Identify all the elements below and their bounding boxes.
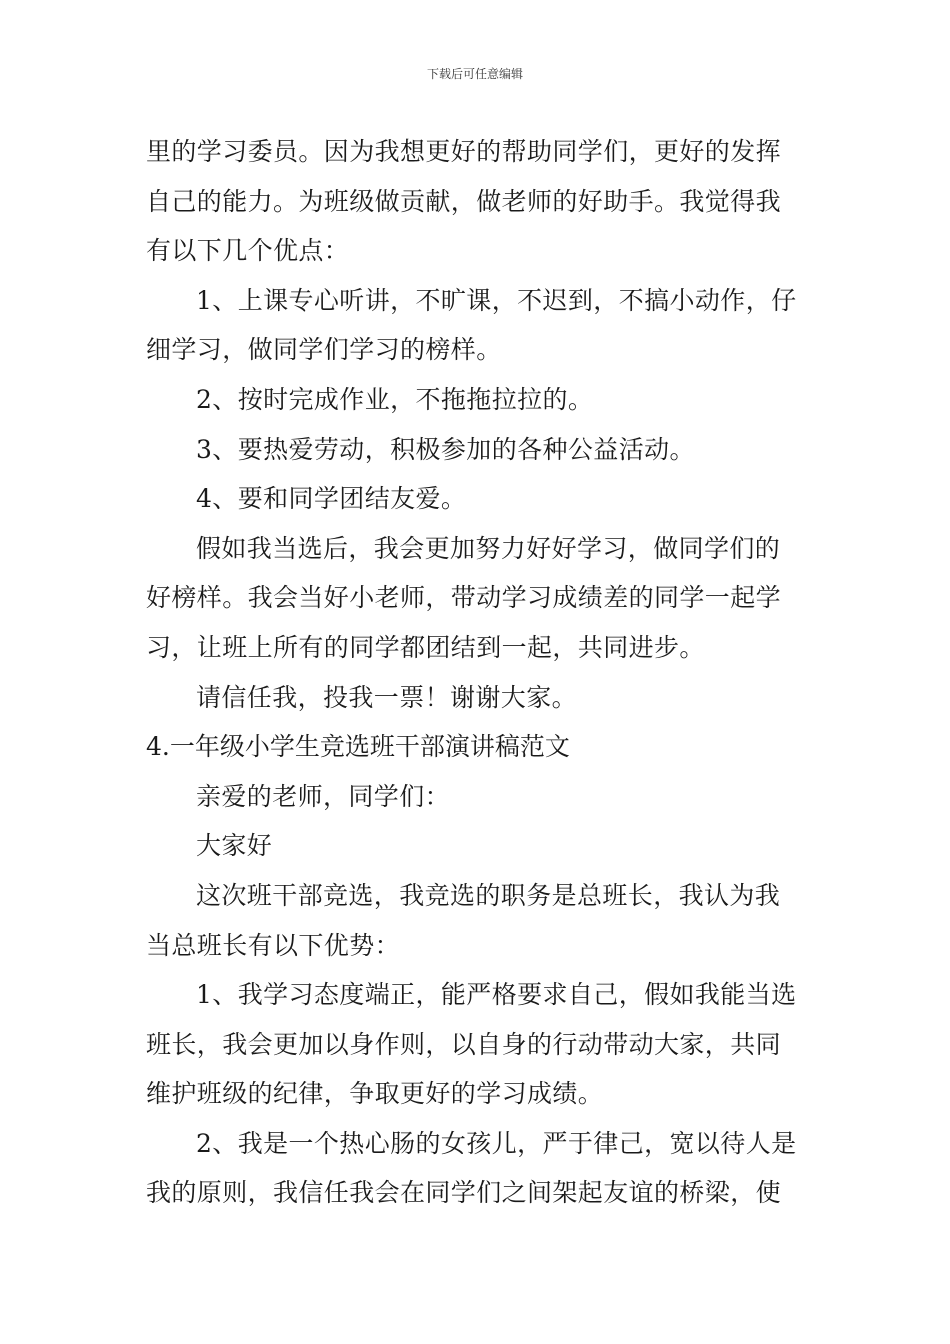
text-line: 这次班干部竞选，我竞选的职务是总班长，我认为我: [196, 880, 781, 910]
text-line: 里的学习委员。因为我想更好的帮助同学们，更好的发挥: [146, 137, 782, 166]
text-line: 请信任我，投我一票！谢谢大家。: [196, 682, 578, 712]
text-line: 有以下几个优点：: [146, 236, 350, 266]
text-line: 亲爱的老师，同学们：: [196, 781, 451, 811]
page-header: 下载后可任意编辑: [426, 67, 523, 81]
text-line: 习，让班上所有的同学都团结到一起，共同进步。: [146, 632, 705, 662]
section-heading: 4.一年级小学生竞选班干部演讲稿范文: [146, 732, 570, 762]
text-line: 好榜样。我会当好小老师，带动学习成绩差的同学一起学: [146, 583, 782, 613]
text-line: 2、我是一个热心肠的女孩儿，严于律己，宽以待人是: [196, 1128, 797, 1158]
text-line: 自己的能力。为班级做贡献，做老师的好助手。我觉得我: [146, 186, 782, 216]
text-line: 1、我学习态度端正，能严格要求自己，假如我能当选: [196, 980, 797, 1010]
text-line: 班长，我会更加以身作则，以自身的行动带动大家，共同: [146, 1029, 782, 1059]
text-line: 细学习，做同学们学习的榜样。: [146, 335, 502, 365]
text-line: 1、上课专心听讲，不旷课，不迟到，不搞小动作，仔: [196, 285, 797, 315]
text-line: 维护班级的纪律，争取更好的学习成绩。: [146, 1079, 604, 1109]
text-line: 3、要热爱劳动，积极参加的各种公益活动。: [196, 434, 695, 464]
text-line: 当总班长有以下优势：: [146, 930, 401, 960]
text-line: 假如我当选后，我会更加努力好好学习，做同学们的: [196, 533, 781, 563]
text-line: 大家好: [196, 831, 273, 861]
document-body: [146, 127, 810, 1218]
text-line: 我的原则，我信任我会在同学们之间架起友谊的桥梁，使: [146, 1178, 782, 1208]
text-line: 4、要和同学团结友爱。: [196, 484, 467, 514]
text-line: 2、按时完成作业，不拖拖拉拉的。: [196, 384, 594, 414]
